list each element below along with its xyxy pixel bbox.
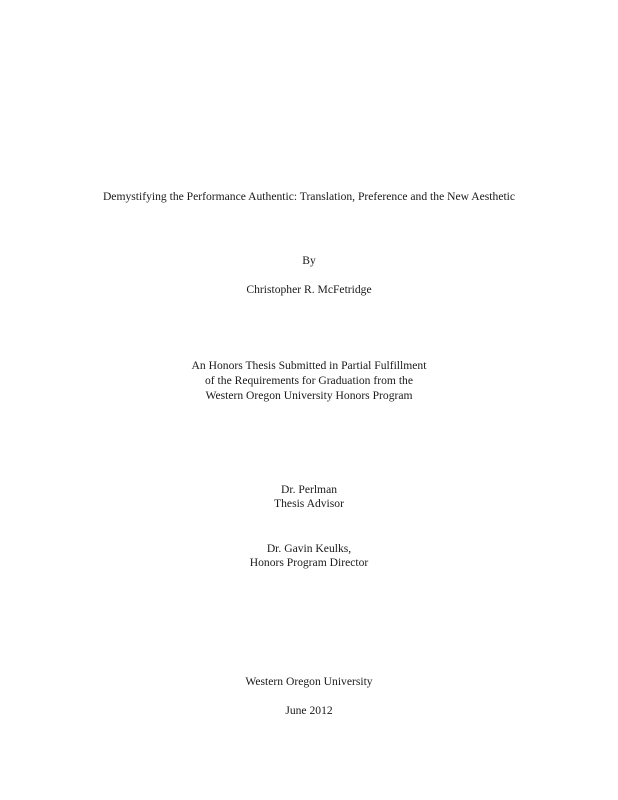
advisor-name: Dr. Perlman	[280, 483, 338, 496]
by-label: By	[302, 254, 316, 267]
institution: Western Oregon University	[245, 675, 373, 688]
submission-line-3: Western Oregon University Honors Program	[205, 389, 413, 402]
thesis-title: Demystifying the Performance Authentic: Translation, Preference and the New Aesthetic	[102, 190, 516, 203]
date: June 2012	[285, 704, 333, 717]
author-name: Christopher R. McFetridge	[246, 283, 372, 296]
advisor-role: Thesis Advisor	[274, 497, 344, 510]
submission-line-2: of the Requirements for Graduation from the	[205, 374, 413, 387]
director-name: Dr. Gavin Keulks,	[266, 542, 352, 555]
director-role: Honors Program Director	[249, 556, 369, 569]
submission-line-1: An Honors Thesis Submitted in Partial Fulfillment	[191, 359, 427, 372]
